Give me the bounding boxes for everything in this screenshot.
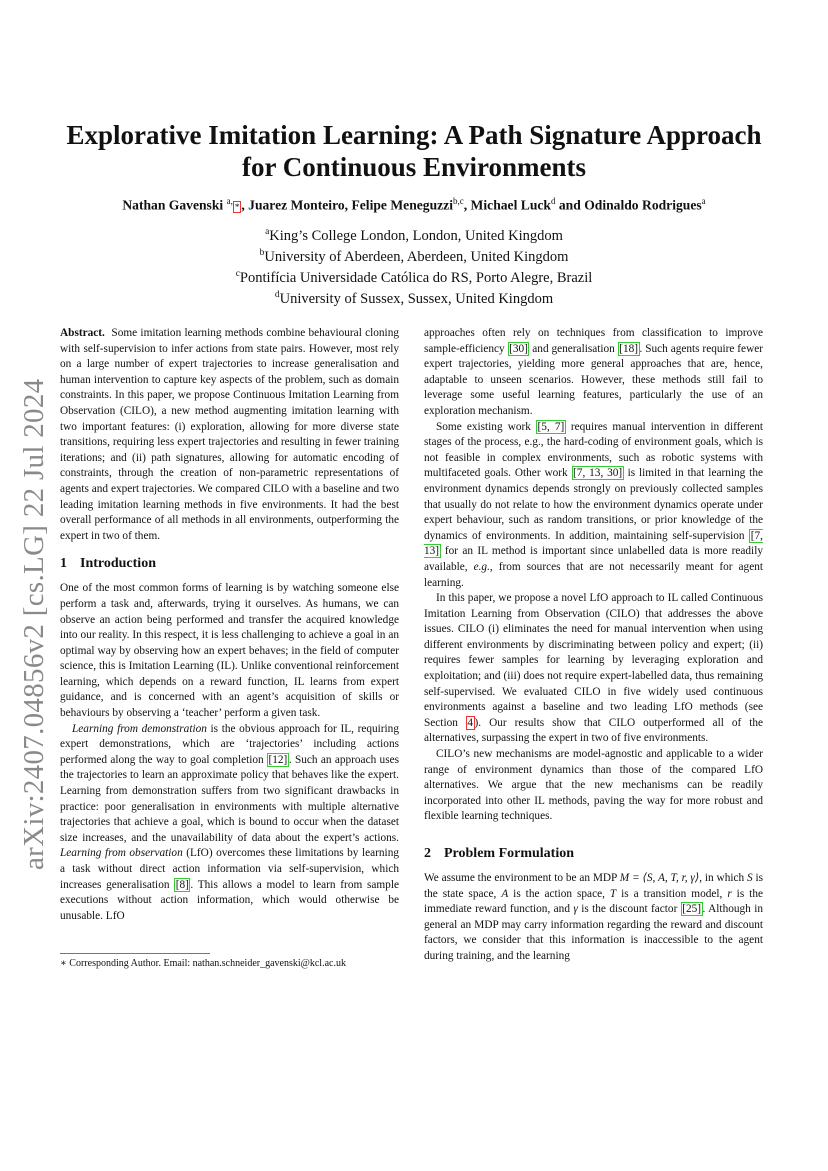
section-heading-problem-formulation: 2 Problem Formulation	[424, 846, 575, 861]
affiliation-line: $^d$University of Sussex, Sussex, United Kingdom	[274, 290, 554, 307]
citation-link[interactable]: [7, 13, 30]	[573, 467, 623, 480]
affiliation-line: $^c$Pontifícia Universidade Católica do RS, Porto Alegre, Brazil	[235, 269, 593, 286]
paragraph: One of the most common forms of learning is by watching someone else perform a task and, afterwards, trying it ourselves. As humans, we can observe an action being performed and transfer the acquired knowledge into our reality. In this respect, it is less challenging to achieve a goal in an optimal way by observing how an expert behaves; in the field of computer science, this is Imitation Learning (IL). Unlike conventional reinforcement learning, which depends on a reward function, IL learns from expert guidance, and is concerned with an agent’s acquisition of skills or behaviours by observing a ‘teacher’ perform a given task.	[60, 582, 399, 720]
left-column	[60, 326, 399, 924]
paper-title: Explorative Imitation Learning: A Path Signature Approach for Continuous Environments	[66, 120, 762, 182]
affiliation-line: $^a$King’s College London, London, United Kingdom	[265, 227, 563, 244]
citation-link[interactable]: [12]	[268, 753, 288, 766]
arxiv-identifier: arXiv:2407.04856v2 [cs.LG] 22 Jul 2024	[18, 378, 50, 870]
paragraph: approaches often rely on techniques from classification to improve sample-efficiency [30] and generalisation [18] . Such agents require fewer expert trajectories, yielding more general approaches that are, hence, adaptable to unseen scenarios. However, these methods still fail to leverage some useful learning features, particularly the use of an exploration mechanism.	[424, 327, 763, 417]
author-affil-mark: a,	[226, 196, 233, 206]
paragraph: CILO’s new mechanisms are model-agnostic and applicable to a wider range of environment dynamics than those of the compared LfO alternatives. We argue that the new mechanisms can be readily incorporated into other IL methods, paving the way for more robust and flexible learning techniques.	[424, 748, 763, 823]
affiliation-line: $^b$University of Aberdeen, Aberdeen, United Kingdom	[259, 248, 569, 265]
paragraph: Learning from demonstration is the obvious approach for IL, requiring expert demonstrations, which are ‘trajectories’ including actions performed along the way to goal completion [12] . Such an approach uses the trajectories to learn an approximate policy that behaves like the expert. Learning from demonstration suffers from two significant drawbacks in practice: poor generalisation in environments with multiple alternative trajectories that achieve a goal, which is bound to occur when the dataset size increases, and the unavailability of data about the expert’s actions. Learning from observation (LfO) overcomes these limitations by learning a task without direct action information via self-supervision, which increases generalisation [8] . This allows a model to learn from sample executions without action information, which would otherwise be unusable. LfO	[60, 722, 399, 922]
author-name: and Odinaldo Rodrigues	[555, 197, 702, 213]
citation-link[interactable]: [25]	[682, 903, 702, 916]
author-affil-mark: a	[701, 196, 706, 206]
footnote-divider	[60, 953, 210, 954]
affiliations	[60, 224, 768, 308]
author-name: , Michael Luck	[463, 197, 551, 213]
corresponding-author-link[interactable]: *	[234, 201, 240, 212]
citation-link[interactable]: [7, 13]	[424, 529, 763, 558]
section-heading-introduction: 1 Introduction	[60, 556, 156, 572]
abstract: Abstract. Some imitation learning methods combine behavioural cloning with self-supervision to infer actions from state pairs. However, most rely on a large number of expert trajectories to increase generalisation and human intervention to capture key aspects of the problem, such as domain constraints. In this paper, we propose Continuous Imitation Learning from Observation (CILO), a new method augmenting imitation learning with two important features: (i) exploration, allowing for more diverse state transitions, requiring less expert trajectories and resulting in fewer training iterations; and (ii) path signatures, allowing for automatic encoding of constraints, through the creation of non-parametric representations of agents and expert trajectories. We compared CILO with a baseline and two leading imitation learning methods in five environments. It had the best overall performance of all methods in all environments, outperforming the expert in two of them.	[60, 327, 399, 542]
author-name: , Juarez Monteiro, Felipe Meneguzzi	[241, 197, 453, 213]
author-affil-mark: b,c	[453, 196, 464, 206]
author-name: Nathan Gavenski	[122, 197, 224, 213]
paragraph: We assume the environment to be an MDP M = ⟨S, A, T, r, γ⟩, in which S is the state space, A is the action space, T is a transition model, r is the immediate reward function, and γ is the discount factor [25] . Although in general an MDP may carry information regarding the reward and discount factors, we consider that this information is inaccessible to the agent during training, and the learning	[424, 872, 764, 962]
author-list	[60, 192, 768, 216]
section-ref-link[interactable]: 4	[467, 716, 474, 729]
citation-link[interactable]: [8]	[175, 878, 189, 891]
right-column	[424, 326, 763, 965]
footnote: ∗ Corresponding Author. Email: nathan.schneider_gavenski@kcl.ac.uk	[60, 958, 346, 969]
citation-link[interactable]: [18]	[619, 342, 639, 355]
citation-link[interactable]: [30]	[509, 342, 528, 355]
abstract-label: Abstract.	[60, 327, 105, 339]
paragraph: In this paper, we propose a novel LfO approach to IL called Continuous Imitation Learning from Observation (CILO) that addresses the above issues. CILO (i) eliminates the need for manual intervention when using different environments by discriminating between policy and expert; (ii) requires fewer samples for learning by leveraging exploration and exploitation; and (iii) does not require expert-labelled data, thus remaining self-supervised. We evaluated CILO in five widely used continuous environments against a baseline and two leading LfO methods (see Section 4 ). Our results show that CILO outperformed all of the alternatives, surpassing the expert in two of five environments.	[424, 592, 763, 745]
citation-link[interactable]: [5, 7]	[537, 420, 565, 433]
paragraph: Some existing work [5, 7] requires manual intervention in different stages of the process, e.g., the hard-coding of environment goals, which is not feasible in complex environments, such as robotic systems with multifaceted goals. Other work [7, 13, 30] is limited in that learning the environment dynamics depends strongly on previously collected samples that usually do not relate to how the environment dynamics operate under expert behaviour, such as random transitions, or prior knowledge of the dynamics of environments. In addition, maintaining self-supervision [7, 13] for an IL method is important since unlabelled data is more readily available, e.g., from sources that are not necessarily meant for agent learning.	[424, 420, 763, 589]
author-affil-mark: d	[550, 196, 556, 206]
